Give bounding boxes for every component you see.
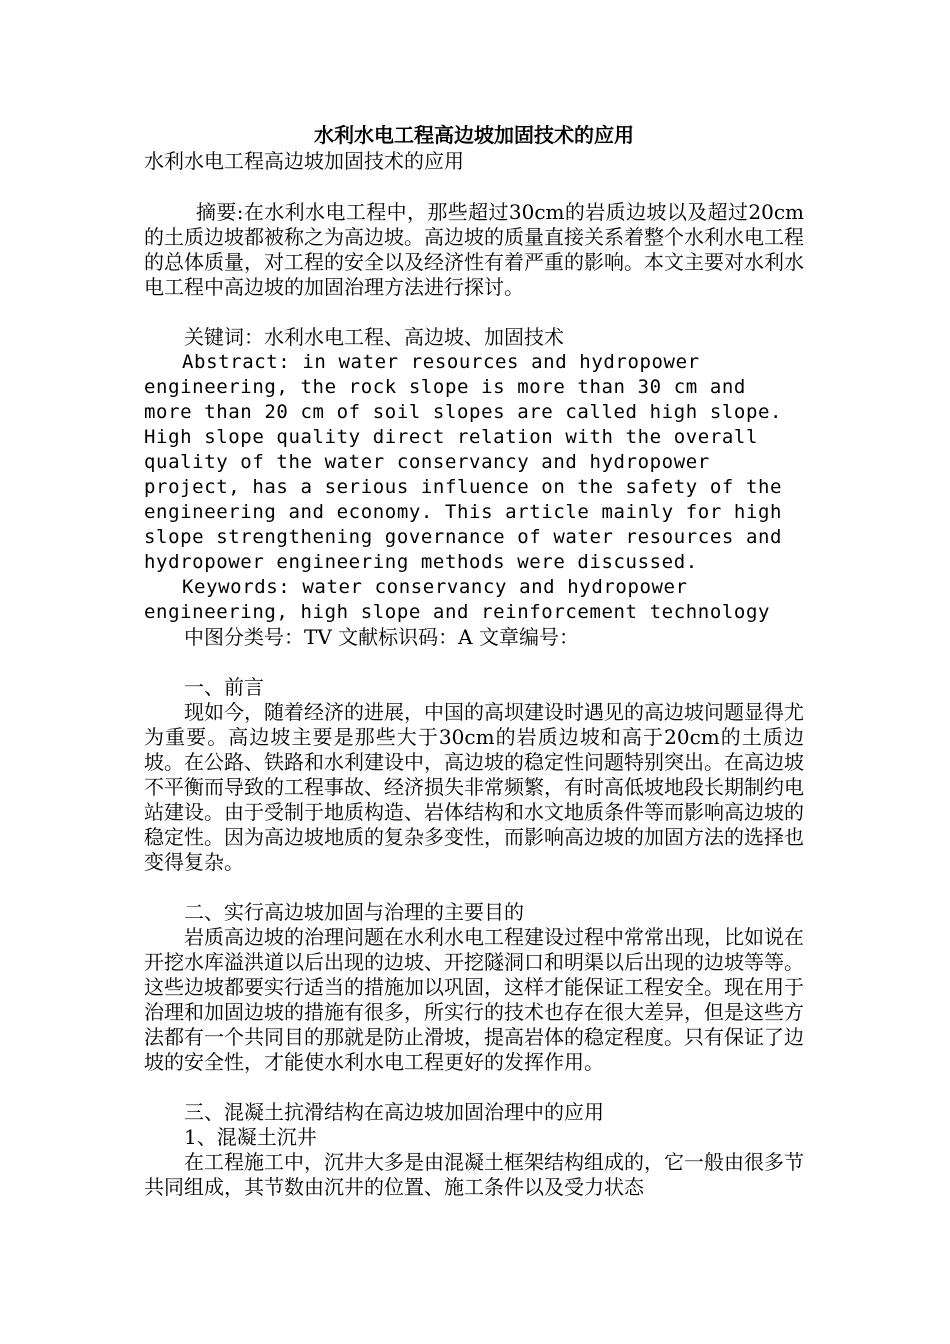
- section-3-subheading: 1、混凝土沉井: [184, 1125, 317, 1149]
- keywords-chinese: 关键词：水利水电工程、高边坡、加固技术: [184, 325, 564, 349]
- document-subtitle: 水利水电工程高边坡加固技术的应用: [144, 149, 464, 173]
- section-3-heading: 三、混凝土抗滑结构在高边坡加固治理中的应用: [184, 1100, 604, 1124]
- section-3-body: 在工程施工中，沉井大多是由混凝土框架结构组成的，它一般由很多节共同组成，其节数由沉井的位置、施工条件以及受力状态: [144, 1150, 804, 1199]
- keywords-english: Keywords: water conservancy and hydropower engineering, high slope and reinforcement technology: [144, 576, 771, 623]
- spacer: [144, 174, 804, 200]
- spacer: [144, 650, 804, 675]
- abstract-english: Abstract: in water resources and hydropower engineering, the rock slope is more than 30 cm and more than 20 cm of soil slopes are called high slope. High slope quality direct relation with the overall quality of the water conservancy and hydropower project, has a serious influence on the safety of the engineering and economy. This article mainly for high slope strengthening governance of water resources and hydropower engineering methods were discussed.: [144, 351, 783, 573]
- abstract-chinese: 摘要:在水利水电工程中，那些超过30cm的岩质边坡以及超过20cm的土质边坡都被称之为高边坡。高边坡的质量直接关系着整个水利水电工程的总体质量，对工程的安全以及经济性有着严重的影响。本文主要对水利水电工程中高边坡的加固治理方法进行探讨。: [144, 200, 804, 299]
- document-title: 水利水电工程高边坡加固技术的应用: [314, 123, 634, 147]
- section-1-body: 现如今，随着经济的进展，中国的高坝建设时遇见的高边坡问题显得尤为重要。高边坡主要是那些大于30cm的岩质边坡和高于20cm的土质边坡。在公路、铁路和水利建设中，高边坡的稳定性问题特别突出。在高边坡不平衡而导致的工程事故、经济损失非常频繁，有时高低坡地段长期制约电站建设。由于受制于地质构造、岩体结构和水文地质条件等而影响高边坡的稳定性。因为高边坡地质的复杂多变性，而影响高边坡的加固方法的选择也变得复杂。: [144, 700, 804, 874]
- section-2-heading: 二、实行高边坡加固与治理的主要目的: [184, 900, 524, 924]
- spacer: [144, 875, 804, 900]
- spacer: [144, 1075, 804, 1100]
- spacer: [144, 300, 804, 325]
- section-2-body: 岩质高边坡的治理问题在水利水电工程建设过程中常常出现，比如说在开挖水库溢洪道以后出现的边坡、开挖隧洞口和明渠以后出现的边坡等等。这些边坡都要实行适当的措施加以巩固，这样才能保证工程安全。现在用于治理和加固边坡的措施有很多，所实行的技术也存在很大差异，但是这些方法都有一个共同目的那就是防止滑坡，提高岩体的稳定程度。只有保证了边坡的安全性，才能使水利水电工程更好的发挥作用。: [144, 925, 804, 1074]
- section-1-heading: 一、前言: [184, 675, 264, 699]
- document-body: [144, 122, 804, 1200]
- classification-line: 中图分类号：TV 文献标识码：A 文章编号：: [184, 625, 579, 649]
